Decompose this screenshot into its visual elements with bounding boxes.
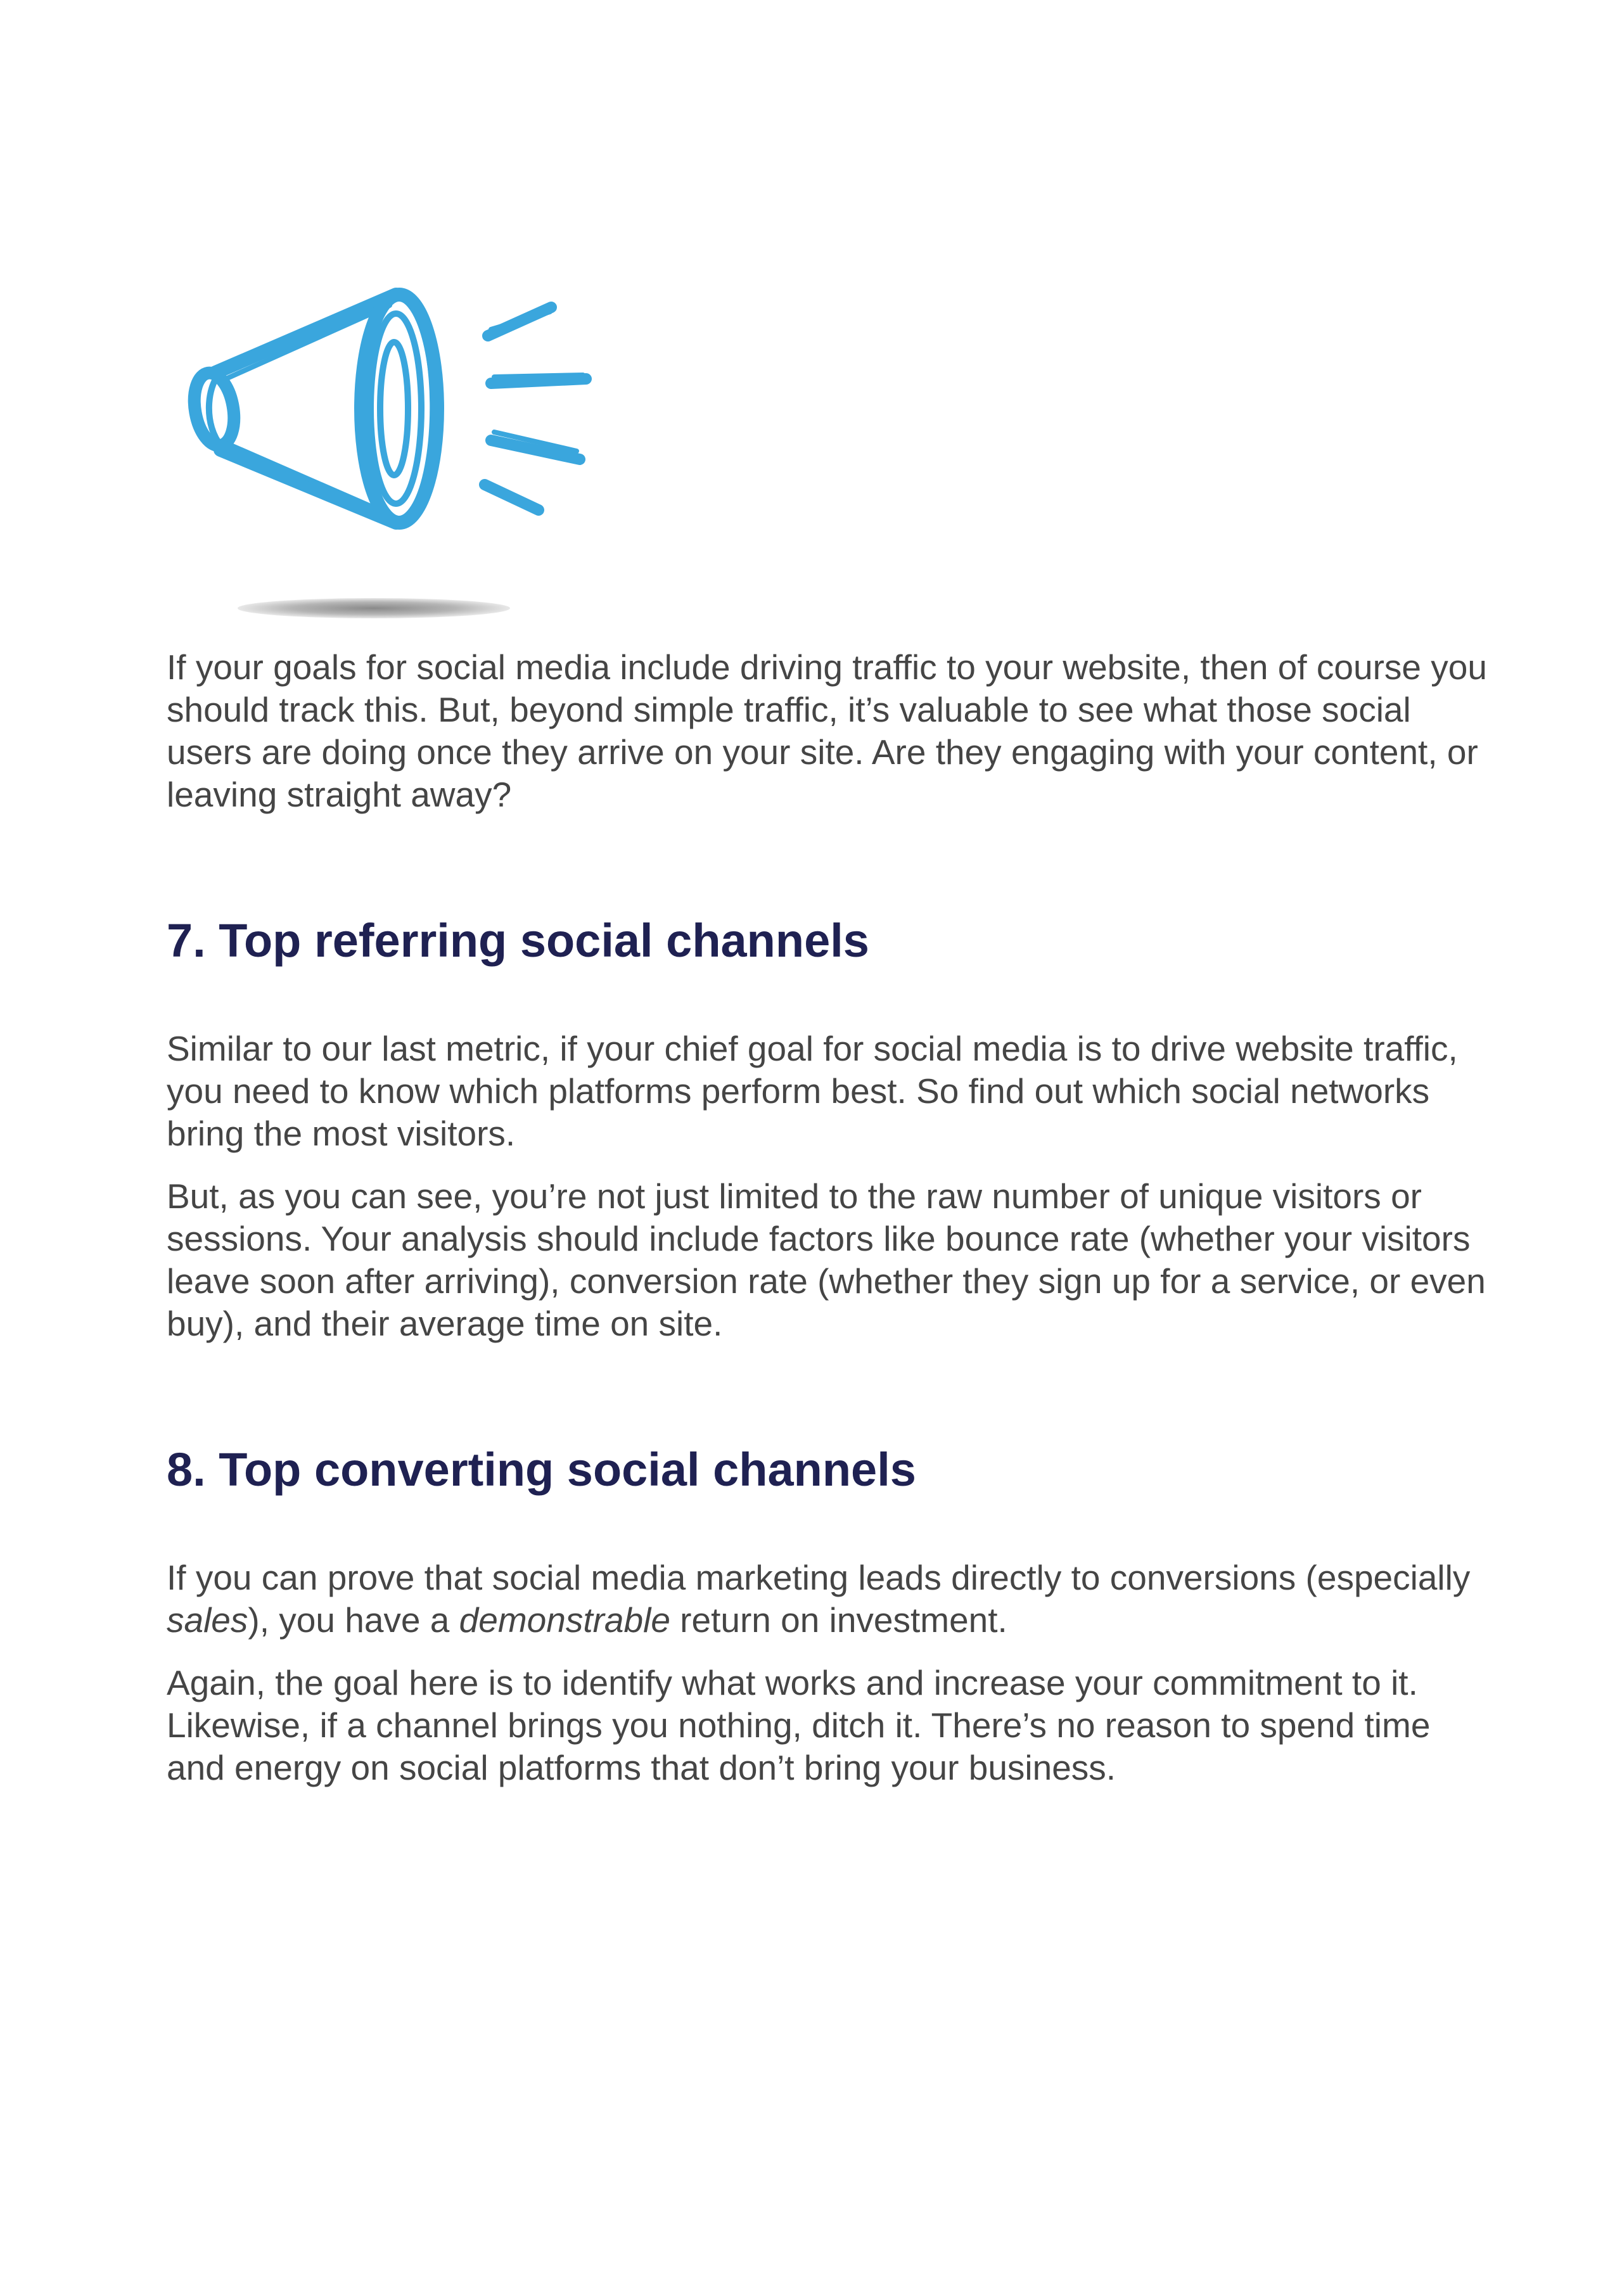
section-8-paragraph-1-part2: ), you have a (248, 1600, 459, 1640)
emphasis-demonstrable: demonstrable (459, 1600, 670, 1640)
document-body (167, 646, 1497, 1809)
emphasis-sales: sales (167, 1600, 248, 1640)
section-8-paragraph-1-part3: return on investment. (670, 1600, 1007, 1640)
section-8-paragraph-1-part1: If you can prove that social media marketing leads directly to conversions (especially (167, 1558, 1471, 1597)
intro-paragraph: If your goals for social media include driving traffic to your website, then of course you should track this. But, beyond simple traffic, it’s valuable to see what those social users are doing once they arrive on your site. Are they engaging with your content, or leaving straight away? (167, 647, 1487, 814)
section-8-paragraph-2: Again, the goal here is to identify what works and increase your commitment to it. Likewise, if a channel brings you nothing, ditch it. There’s no reason to spend time and energy on social platforms that don’t bring your business. (167, 1663, 1431, 1787)
section-8-paragraph-1 (167, 1557, 1497, 1642)
section-8-heading: 8. Top converting social channels (167, 1443, 916, 1496)
section-7-paragraph-1: Similar to our last metric, if your chief goal for social media is to drive website traffic, you need to know which platforms perform best. So find out which social networks bring the most visitors. (167, 1029, 1458, 1153)
megaphone-icon (171, 266, 615, 646)
section-7-paragraph-2: But, as you can see, you’re not just limited to the raw number of unique visitors or sessions. Your analysis should include factors like bounce rate (whether your visitors leave soon after arriving), conversion rate (whether they sign up for a service, or even buy), and their average time on site. (167, 1177, 1486, 1343)
section-7-heading: 7. Top referring social channels (167, 914, 869, 967)
